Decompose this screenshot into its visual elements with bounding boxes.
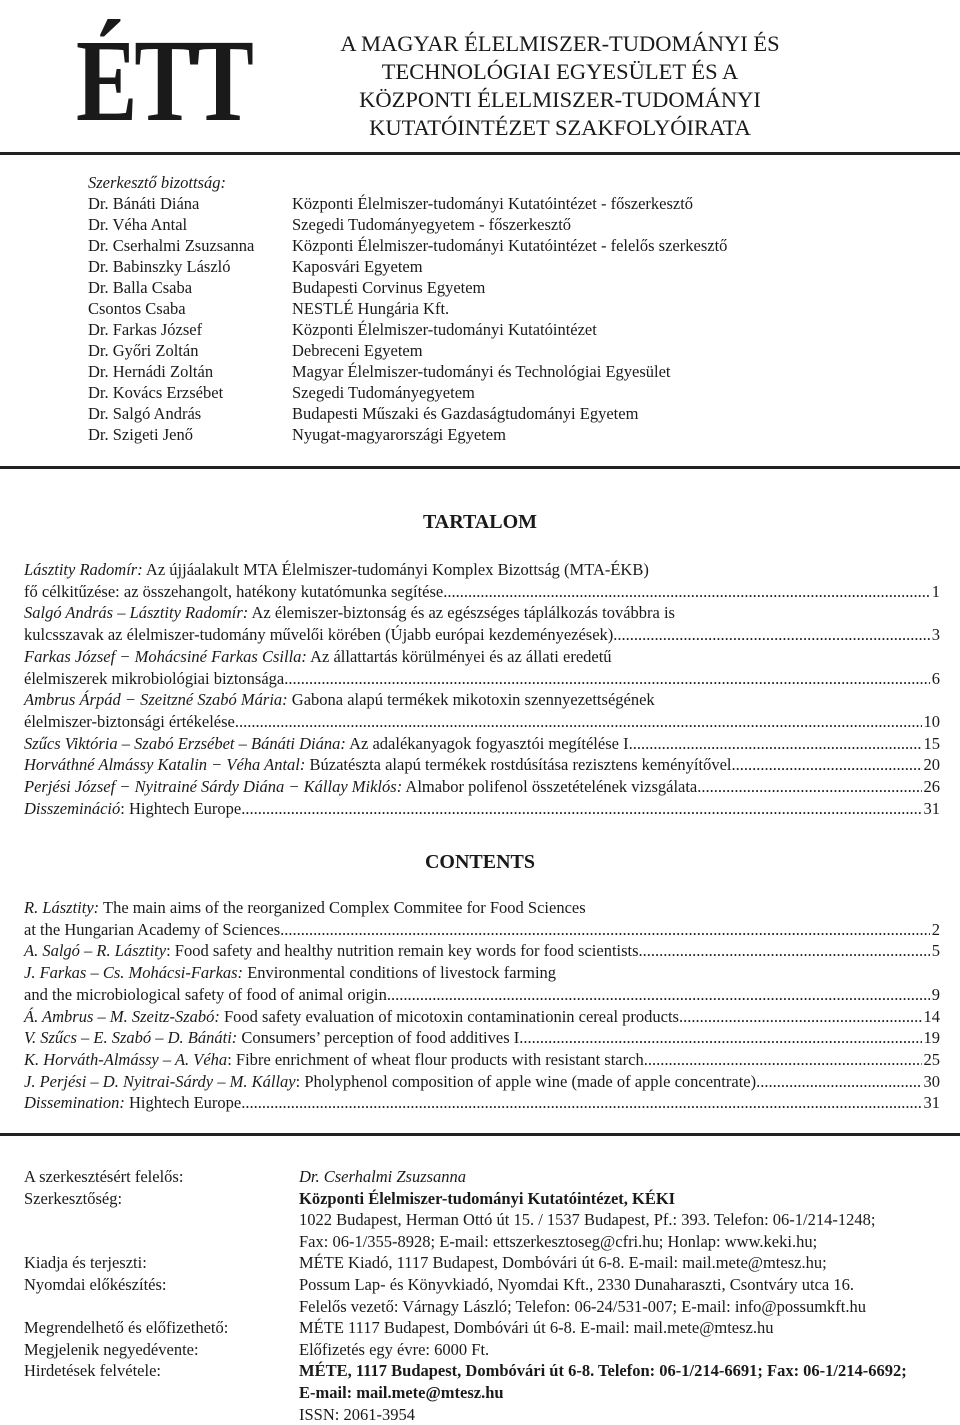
toc-leader [644, 1049, 922, 1071]
toc-leader [731, 754, 921, 776]
toc-entry [24, 689, 940, 732]
imprint-label: Hirdetések felvétele: [24, 1361, 161, 1381]
member-name: Dr. Babinszky László [88, 257, 231, 276]
toc-last-line [24, 624, 940, 646]
toc-authors: Horváthné Almássy Katalin − Véha Antal: [24, 755, 306, 775]
toc-authors: Ambrus Árpád − Szeitzné Szabó Mária: [24, 690, 288, 710]
member-affiliation: Debreceni Egyetem [292, 341, 423, 360]
board-member-row [88, 298, 727, 319]
toc-leader [284, 668, 929, 690]
toc-page-number: 19 [923, 1028, 940, 1048]
toc-leader [697, 776, 921, 798]
board-member-row [88, 277, 727, 298]
imprint-row [24, 1274, 907, 1296]
toc-title-text: The main aims of the reorganized Complex Commitee for Food Sciences [99, 898, 586, 917]
member-affiliation: NESTLÉ Hungária Kft. [292, 299, 450, 318]
board-member-row [88, 214, 727, 235]
imprint-row [24, 1360, 907, 1382]
toc-title-text: at the Hungarian Academy of Sciences [24, 919, 281, 939]
member-name: Dr. Véha Antal [88, 215, 188, 234]
toc-line-text [24, 1049, 644, 1071]
toc-title-text: Az adalékanyagok fogyasztói megítélése I. [345, 733, 633, 753]
toc-line-text [24, 754, 731, 776]
toc-leader [639, 940, 930, 962]
board-member-row [88, 193, 727, 214]
toc-line-text [24, 733, 633, 755]
toc-title-text: Consumers’ perception of food additives I. [237, 1028, 524, 1048]
imprint-value: MÉTE 1117 Budapest, Dombóvári út 6-8. E-mail: mail.mete@mtesz.hu [299, 1318, 774, 1338]
toc-authors: V. Szűcs – E. Szabó – D. Bánáti: [24, 1028, 238, 1048]
toc-line-text [24, 798, 241, 820]
toc-leader [679, 1006, 922, 1028]
member-affiliation: Központi Élelmiszer-tudományi Kutatóintézet [292, 320, 597, 339]
tartalom-list [24, 559, 940, 819]
toc-last-line [24, 581, 940, 603]
toc-page-number: 15 [923, 733, 940, 753]
imprint-value: Fax: 06-1/355-8928; E-mail: ettszerkesztoseg@cfri.hu; Honlap: www.keki.hu; [299, 1231, 818, 1251]
member-name: Dr. Hernádi Zoltán [88, 362, 214, 381]
toc-title-text: élelmiszer-biztonsági értékelése [24, 711, 235, 731]
toc-page-number: 3 [931, 625, 940, 645]
toc-title-text: Az újjáalakult MTA Élelmiszer-tudományi Komplex Bizottság (MTA-ÉKB) [142, 560, 649, 579]
toc-title-text: fő célkitűzése: az összehangolt, hatékony kutatómunka segítése [24, 581, 444, 601]
toc-title-text: élelmiszerek mikrobiológiai biztonsága [24, 668, 285, 688]
toc-page-number: 5 [931, 941, 940, 961]
toc-entry [24, 754, 940, 776]
board-member-row [88, 340, 727, 361]
board-member-row [88, 319, 727, 340]
masthead-line: KÖZPONTI ÉLELMISZER-TUDOMÁNYI [359, 87, 761, 112]
tartalom-title: TARTALOM [422, 511, 538, 533]
toc-leader [387, 984, 930, 1006]
toc-line-text [24, 1027, 523, 1049]
toc-title-text: : Hightech Europe [120, 798, 242, 818]
toc-title-text: : Food safety and healthy nutrition remain key words for food scientists [166, 941, 639, 961]
toc-entry [24, 602, 940, 645]
contents-rule [0, 1133, 960, 1136]
toc-page-number: 31 [923, 1093, 940, 1113]
toc-page-number: 1 [931, 581, 940, 601]
toc-page-number: 6 [931, 668, 940, 688]
imprint-row [24, 1382, 907, 1404]
toc-entry [24, 897, 940, 940]
member-name: Dr. Salgó András [88, 404, 202, 423]
imprint [24, 1166, 907, 1425]
toc-authors: K. Horváth-Almássy – A. Véha [24, 1049, 228, 1069]
board-member-row [88, 361, 727, 382]
toc-last-line [24, 940, 940, 962]
journal-logo: ÉTT [76, 15, 251, 146]
toc-last-line [24, 798, 940, 820]
toc-page-number: 2 [931, 919, 940, 939]
toc-last-line [24, 776, 940, 798]
toc-title-text: Gabona alapú termékek mikotoxin szennyezettségének [287, 690, 655, 710]
toc-first-line [24, 559, 940, 581]
board-member-row [88, 256, 727, 277]
toc-leader [241, 1092, 921, 1114]
toc-entry [24, 646, 940, 689]
toc-entry [24, 733, 940, 755]
imprint-row [24, 1404, 907, 1425]
member-name: Dr. Farkas József [88, 320, 203, 339]
imprint-label [24, 1231, 299, 1253]
toc-last-line [24, 1071, 940, 1093]
toc-page-number: 10 [923, 711, 940, 731]
toc-entry [24, 1071, 940, 1093]
toc-authors: Farkas József − Mohácsiné Farkas Csilla: [24, 646, 307, 666]
imprint-value: Possum Lap- és Könyvkiadó, Nyomdai Kft., 2330 Dunaharaszti, Csontváry utca 16. [299, 1274, 854, 1294]
toc-entry [24, 1092, 940, 1114]
toc-first-line [24, 897, 940, 919]
toc-entry [24, 1006, 940, 1028]
toc-title-text: : Fibre enrichment of wheat flour products with resistant starch [227, 1049, 644, 1069]
member-affiliation: Magyar Élelmiszer-tudományi és Technológiai Egyesület [292, 362, 671, 381]
member-name: Dr. Győri Zoltán [88, 341, 199, 360]
imprint-label: Kiadja és terjeszti: [24, 1253, 147, 1273]
board-rule [0, 466, 960, 469]
member-name: Dr. Balla Csaba [88, 278, 193, 297]
member-affiliation: Szegedi Tudományegyetem [292, 383, 475, 402]
member-name: Dr. Kovács Erzsébet [88, 383, 224, 402]
toc-first-line [24, 689, 940, 711]
member-name: Dr. Szigeti Jenő [88, 425, 193, 444]
toc-page-number: 26 [923, 777, 940, 797]
toc-last-line [24, 733, 940, 755]
toc-leader [523, 1027, 921, 1049]
imprint-label: A szerkesztésért felelős: [24, 1167, 184, 1186]
imprint-row [24, 1209, 907, 1231]
member-affiliation: Nyugat-magyarországi Egyetem [292, 425, 506, 444]
member-name: Dr. Cserhalmi Zsuzsanna [88, 236, 255, 255]
imprint-label [24, 1404, 299, 1425]
imprint-value: Előfizetés egy évre: 6000 Ft. [299, 1339, 490, 1359]
toc-leader [443, 581, 930, 603]
toc-authors: A. Salgó – R. Lásztity [24, 941, 167, 961]
editorial-board [88, 172, 727, 445]
toc-last-line [24, 1027, 940, 1049]
toc-entry [24, 940, 940, 962]
masthead-line: TECHNOLÓGIAI EGYESÜLET ÉS A [381, 59, 739, 84]
contents-list [24, 897, 940, 1114]
imprint-value: E-mail: mail.mete@mtesz.hu [299, 1382, 504, 1402]
toc-entry [24, 776, 940, 798]
member-name: Dr. Bánáti Diána [88, 194, 200, 213]
toc-line-text [24, 1071, 756, 1093]
imprint-row [24, 1339, 907, 1361]
contents-title: CONTENTS [424, 851, 536, 873]
imprint-row [24, 1166, 907, 1188]
toc-title-text: Az állattartás körülményei és az állati eredetű [306, 646, 612, 666]
toc-title-text: : Pholyphenol composition of apple wine (made of apple concentrate) [295, 1071, 757, 1091]
imprint-row [24, 1188, 907, 1210]
toc-line-text [24, 1006, 679, 1028]
toc-last-line [24, 754, 940, 776]
board-member-row [88, 235, 727, 256]
toc-first-line [24, 962, 940, 984]
toc-title-text: Hightech Europe [124, 1093, 242, 1113]
toc-leader [756, 1071, 921, 1093]
member-affiliation: Szegedi Tudományegyetem - főszerkesztő [292, 215, 572, 234]
toc-leader [241, 798, 921, 820]
toc-page-number: 9 [931, 984, 940, 1004]
board-member-row [88, 403, 727, 424]
imprint-row [24, 1296, 907, 1318]
toc-page-number: 14 [923, 1006, 940, 1026]
toc-entry [24, 559, 940, 602]
toc-page-number: 25 [923, 1049, 940, 1069]
toc-page-number: 31 [923, 798, 940, 818]
toc-title-text: Almabor polifenol összetételének vizsgálata [402, 777, 698, 797]
toc-first-line [24, 646, 940, 668]
member-affiliation: Kaposvári Egyetem [292, 257, 423, 276]
toc-last-line [24, 1092, 940, 1114]
toc-authors: Szűcs Viktória – Szabó Erzsébet – Bánáti Diána: [24, 733, 346, 753]
toc-authors: J. Farkas – Cs. Mohácsi-Farkas: [24, 963, 244, 983]
toc-last-line [24, 711, 940, 733]
toc-title-text: Búzatészta alapú termékek rostdúsítása rezisztens keményítővel [305, 755, 732, 775]
board-heading: Szerkesztő bizottság: [88, 173, 226, 192]
imprint-value: Központi Élelmiszer-tudományi Kutatóintézet, KÉKI [299, 1188, 676, 1208]
toc-entry [24, 798, 940, 820]
member-affiliation: Budapesti Műszaki és Gazdaságtudományi Egyetem [292, 404, 639, 423]
toc-title-text: kulcsszavak az élelmiszer-tudomány művelői körében (Újabb európai kezdeményezések) [24, 625, 614, 645]
toc-title-text: Food safety evaluation of micotoxin contaminationin cereal products [219, 1006, 679, 1026]
imprint-value: MÉTE Kiadó, 1117 Budapest, Dombóvári út 6-8. E-mail: mail.mete@mtesz.hu; [299, 1253, 827, 1273]
masthead-line: A MAGYAR ÉLELMISZER-TUDOMÁNYI ÉS [340, 31, 780, 56]
member-affiliation: Központi Élelmiszer-tudományi Kutatóintézet - felelős szerkesztő [292, 236, 728, 255]
toc-leader [613, 624, 929, 646]
journal-masthead [290, 30, 830, 142]
imprint-value: 1022 Budapest, Herman Ottó út 15. / 1537 Budapest, Pf.: 393. Telefon: 06-1/214-1248; [299, 1210, 876, 1230]
toc-last-line [24, 919, 940, 941]
imprint-label: Megrendelhető és előfizethető: [24, 1318, 229, 1338]
toc-authors: Perjési József − Nyitrainé Sárdy Diána − Kállay Miklós: [24, 777, 403, 797]
imprint-label: Megjelenik negyedévente: [24, 1339, 199, 1359]
toc-title-text: and the microbiological safety of food of animal origin [24, 984, 387, 1004]
toc-entry [24, 1027, 940, 1049]
board-member-row [88, 382, 727, 403]
imprint-value: ISSN: 2061-3954 [299, 1404, 415, 1424]
toc-entry [24, 1049, 940, 1071]
toc-authors: Lásztity Radomír: [24, 560, 143, 579]
imprint-label: Szerkesztőség: [24, 1188, 123, 1208]
toc-last-line [24, 984, 940, 1006]
imprint-value: Felelős vezető: Várnagy László; Telefon: 06-24/531-007; E-mail: info@possumkft.hu [299, 1296, 866, 1316]
header-rule [0, 152, 960, 155]
toc-title-text: Environmental conditions of livestock farming [243, 963, 557, 983]
imprint-label [24, 1209, 299, 1231]
member-name: Csontos Csaba [88, 299, 186, 318]
member-affiliation: Központi Élelmiszer-tudományi Kutatóintézet - főszerkesztő [292, 194, 694, 213]
imprint-value: Dr. Cserhalmi Zsuzsanna [299, 1167, 467, 1186]
imprint-label: Nyomdai előkészítés: [24, 1274, 167, 1294]
imprint-label [24, 1382, 299, 1404]
toc-entry [24, 962, 940, 1005]
toc-line-text [24, 1092, 241, 1114]
toc-last-line [24, 1006, 940, 1028]
toc-line-text [24, 940, 639, 962]
imprint-value: MÉTE, 1117 Budapest, Dombóvári út 6-8. Telefon: 06-1/214-6691; Fax: 06-1/214-6692; [299, 1361, 907, 1381]
masthead-line: KUTATÓINTÉZET SZAKFOLYÓIRATA [369, 115, 751, 140]
imprint-row [24, 1317, 907, 1339]
board-member-row [88, 424, 727, 445]
toc-leader [633, 733, 922, 755]
toc-authors: Disszemináció [24, 798, 121, 818]
toc-last-line [24, 668, 940, 690]
toc-authors: Salgó András – Lásztity Radomír: [24, 603, 249, 623]
toc-authors: J. Perjési – D. Nyitrai-Sárdy – M. Kállay [24, 1071, 296, 1091]
imprint-label [24, 1296, 299, 1318]
imprint-row [24, 1252, 907, 1274]
toc-leader [280, 919, 930, 941]
toc-first-line [24, 602, 940, 624]
toc-line-text [24, 776, 697, 798]
imprint-row [24, 1231, 907, 1253]
member-affiliation: Budapesti Corvinus Egyetem [292, 278, 486, 297]
toc-leader [235, 711, 922, 733]
toc-authors: Dissemination: [24, 1093, 125, 1113]
toc-authors: Á. Ambrus – M. Szeitz-Szabó: [24, 1006, 220, 1026]
toc-last-line [24, 1049, 940, 1071]
toc-page-number: 30 [923, 1071, 940, 1091]
toc-page-number: 20 [923, 755, 940, 775]
toc-title-text: Az élemiszer-biztonság és az egészséges táplálkozás továbbra is [248, 603, 675, 623]
toc-authors: R. Lásztity: [24, 898, 100, 917]
